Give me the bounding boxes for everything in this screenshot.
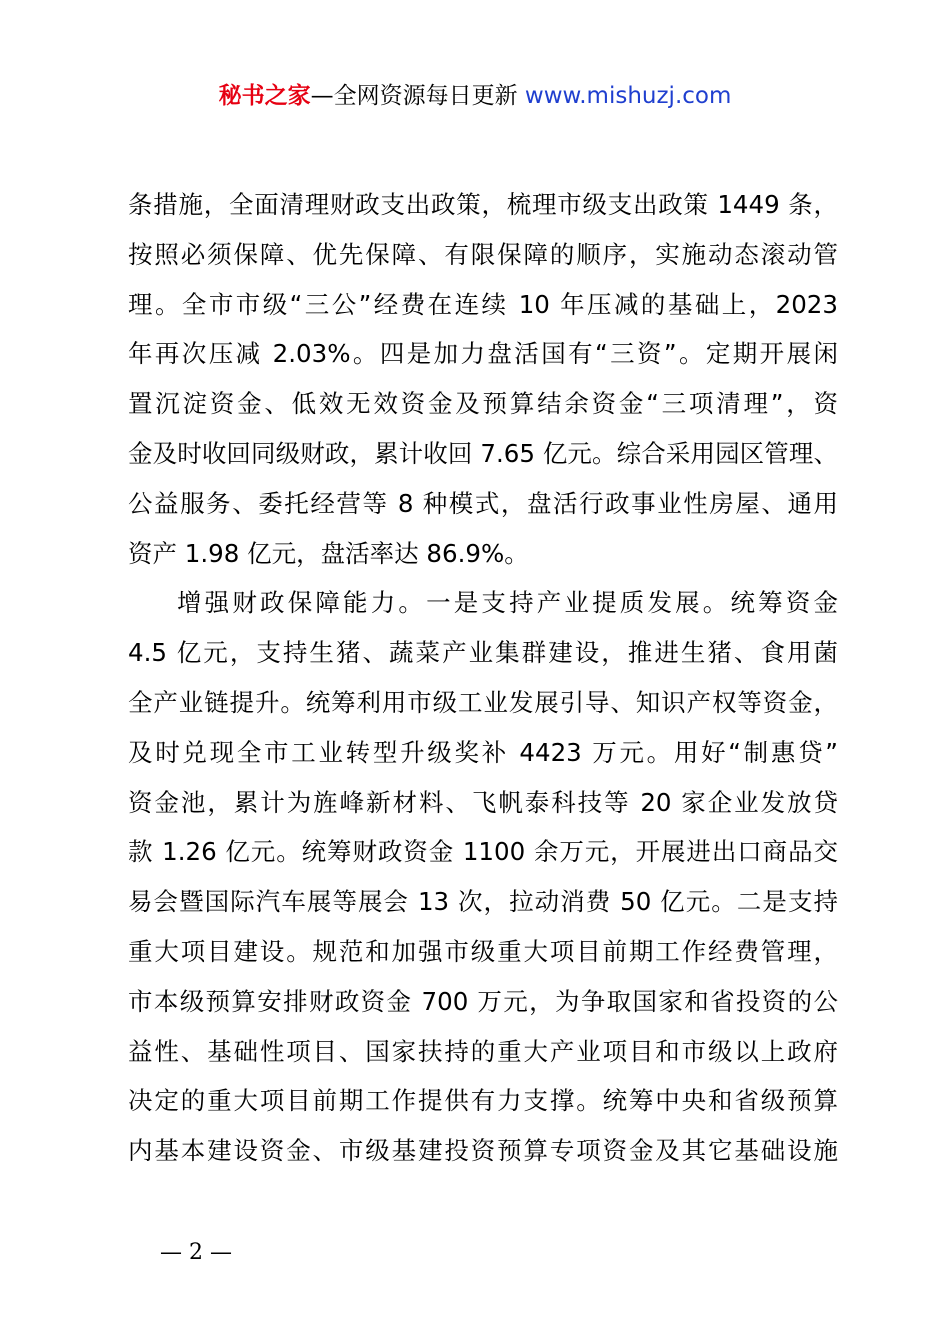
body-line: 决定的重大项目前期工作提供有力支撑。统筹中央和省级预算 bbox=[128, 1086, 838, 1116]
body-line: 款 1.26 亿元。统筹财政资金 1100 余万元，开展进出口商品交 bbox=[128, 837, 838, 867]
body-line: 及时兑现全市工业转型升级奖补 4423 万元。用好“制惠贷” bbox=[128, 737, 838, 767]
site-url-link[interactable]: www.mishuzj.com bbox=[524, 83, 732, 109]
paragraph-last-line: 资产 1.98 亿元，盘活率达 86.9%。 bbox=[128, 538, 529, 568]
body-line: 条措施，全面清理财政支出政策，梳理市级支出政策 1449 条， bbox=[128, 190, 838, 219]
body-line: 4.5 亿元，支持生猪、蔬菜产业集群建设，推进生猪、食用菌 bbox=[128, 638, 838, 668]
page-number: — 2 — bbox=[160, 1240, 232, 1265]
body-line: 置沉淀资金、低效无效资金及预算结余资金“三项清理”，资 bbox=[128, 389, 838, 419]
body-line: 资金池，累计为旌峰新材料、飞帆泰科技等 20 家企业发放贷 bbox=[128, 787, 838, 817]
body-line: 全产业链提升。统筹利用市级工业发展引导、知识产权等资金， bbox=[128, 687, 838, 717]
site-header bbox=[0, 80, 950, 112]
body-line: 益性、基础性项目、国家扶持的重大产业项目和市级以上政府 bbox=[128, 1036, 838, 1066]
body-line: 公益服务、委托经营等 8 种模式，盘活行政事业性房屋、通用 bbox=[128, 488, 838, 518]
site-tagline: —全网资源每日更新 bbox=[310, 83, 525, 109]
body-line: 内基本建设资金、市级基建投资预算专项资金及其它基础设施 bbox=[128, 1136, 838, 1166]
body-line: 理。全市市级“三公”经费在连续 10 年压减的基础上，2023 bbox=[128, 289, 838, 319]
body-line: 年再次压减 2.03%。四是加力盘活国有“三资”。定期开展闲 bbox=[128, 339, 838, 369]
body-line: 易会暨国际汽车展等展会 13 次，拉动消费 50 亿元。二是支持 bbox=[128, 887, 838, 917]
body-line: 金及时收回同级财政，累计收回 7.65 亿元。综合采用园区管理、 bbox=[128, 438, 838, 468]
body-line: 按照必须保障、优先保障、有限保障的顺序，实施动态滚动管 bbox=[128, 239, 838, 269]
document-body bbox=[128, 180, 838, 1176]
site-brand: 秘书之家 bbox=[218, 83, 311, 109]
body-line: 重大项目建设。规范和加强市级重大项目前期工作经费管理， bbox=[128, 936, 838, 966]
body-line: 市本级预算安排财政资金 700 万元，为争取国家和省投资的公 bbox=[128, 986, 838, 1016]
paragraph-first-line: 增强财政保障能力。一是支持产业提质发展。统筹资金 bbox=[177, 588, 838, 618]
